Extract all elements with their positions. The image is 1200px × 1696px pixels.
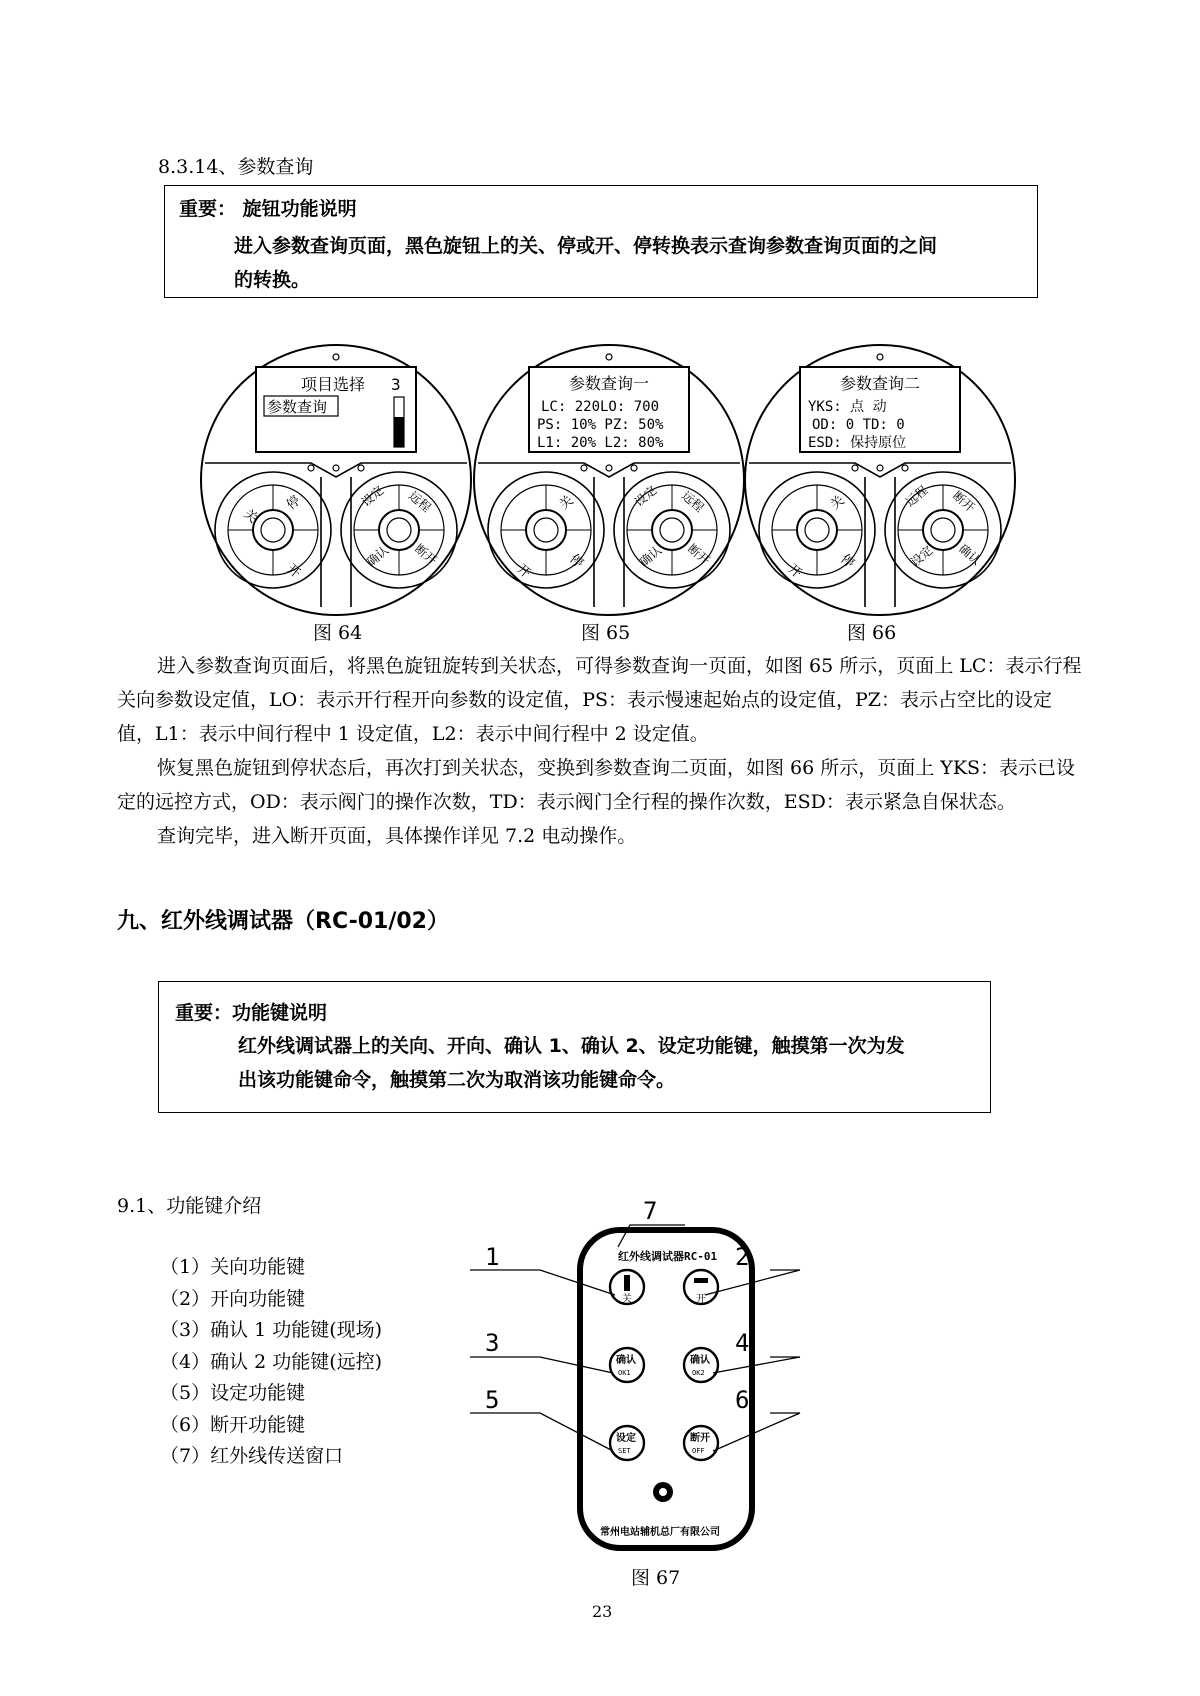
note-body-line2: 的转换。 — [234, 269, 311, 291]
btn-set-bottom: SET — [618, 1447, 631, 1455]
fig66-knob-stop: 停 — [837, 551, 858, 572]
btn-off-bottom: OFF — [692, 1447, 705, 1455]
note-box-keys — [158, 981, 991, 1113]
btn-off-top: 断开 — [690, 1433, 710, 1444]
fig66-row1: YKS: 点 动 — [808, 399, 887, 415]
fig65-knob-disconnect: 断开 — [685, 541, 713, 568]
paragraph-2: 恢复黑色旋钮到停状态后，再次打到关状态，变换到参数查询二页面，如图 66 所示，页面上 YKS：表示已设定的远控方式，OD：表示阀门的操作次数，TD：表示阀门全行程的操作次数，ESD：表示紧急自保状态。 — [117, 757, 1076, 813]
fig64-panel — [201, 345, 471, 615]
note-body-line1: 进入参数查询页面，黑色旋钮上的关、停或开、停转换表示查询参数查询页面的之间 — [234, 235, 938, 257]
callout-7: 7 — [643, 1197, 658, 1225]
fig65-title: 参数查询一 — [569, 374, 650, 393]
function-key-list — [160, 1252, 382, 1473]
fig64-page-num: 3 — [391, 375, 401, 394]
fig65-knob-close: 关 — [556, 493, 577, 514]
fig66-knob-confirm: 确认 — [956, 541, 984, 568]
remote-maker-label: 常州电站辅机总厂有限公司 — [600, 1527, 720, 1538]
paragraph-3: 查询完毕，进入断开页面，具体操作详见 7.2 电动操作。 — [157, 825, 637, 847]
fig64-title: 项目选择 — [301, 375, 366, 394]
fig66-row2: OD: 0 TD: 0 — [812, 417, 905, 433]
fig65-knob-remote: 远程 — [679, 488, 707, 515]
section-heading-8-3-14: 8.3.14、参数查询 — [158, 156, 314, 178]
fig66-caption: 图 66 — [847, 622, 897, 644]
btn-set-top: 设定 — [616, 1433, 636, 1444]
key-item-4: （4）确认 2 功能键(远控) — [160, 1350, 383, 1373]
btn-ok2-top: 确认 — [690, 1355, 710, 1366]
key-item-2: （2）开向功能键 — [160, 1287, 306, 1310]
fig64-knob-remote: 远程 — [406, 488, 434, 515]
fig64-knob-open: 开 — [283, 561, 304, 582]
note2-body-line2: 出该功能键命令，触摸第二次为取消该功能键命令。 — [238, 1069, 676, 1091]
key-item-7: （7）红外线传送窗口 — [160, 1445, 344, 1467]
fig66-panel — [745, 345, 1015, 615]
callout-3: 3 — [485, 1329, 500, 1357]
note-title: 重要： 旋钮功能说明 — [179, 198, 357, 220]
fig66-knob-set: 设定 — [907, 543, 936, 570]
section-heading-9: 九、红外线调试器（RC-01/02） — [117, 909, 449, 934]
fig66-knob-open: 开 — [784, 561, 805, 582]
fig65-panel — [474, 345, 744, 615]
fig66-row3: ESD: 保持原位 — [808, 435, 907, 451]
fig66-knob-disconnect: 断开 — [950, 488, 978, 515]
remote-model-label: 红外线调试器RC-01 — [618, 1250, 718, 1263]
fig66-knob-remote: 远程 — [902, 483, 931, 510]
paragraph-1: 进入参数查询页面后，将黑色旋钮旋转到关状态，可得参数查询一页面，如图 65 所示，页面上 LC：表示行程关向参数设定值，LO：表示开行程开向参数的设定值，PS：表示慢速起始点的设定值，PZ：表示占空比的设定值，L1：表示中间行程中 1 设定值，L2：表示中间行程中 2 设定值。 — [117, 655, 1082, 745]
fig64-knob-close: 关 — [240, 506, 261, 527]
page-number: 23 — [592, 1602, 613, 1621]
fig64-knob-disconnect: 断开 — [412, 541, 440, 568]
key-item-6: （6）断开功能键 — [160, 1413, 306, 1436]
fig64-item: 参数查询 — [267, 398, 328, 416]
fig64-knob-confirm: 确认 — [363, 543, 392, 570]
callout-2: 2 — [735, 1243, 750, 1271]
fig64-caption: 图 64 — [313, 622, 363, 644]
fig64-knob-set: 设定 — [358, 483, 387, 510]
key-item-1: （1）关向功能键 — [160, 1256, 306, 1278]
fig65-knob-stop: 停 — [566, 551, 587, 572]
fig65-caption: 图 65 — [581, 622, 631, 644]
section-heading-9-1: 9.1、功能键介绍 — [117, 1195, 262, 1217]
fig65-knob-set: 设定 — [631, 483, 660, 510]
btn-ok1-bottom: OK1 — [618, 1369, 631, 1377]
callout-6: 6 — [735, 1386, 750, 1414]
note2-body-line1: 红外线调试器上的关向、开向、确认 1、确认 2、设定功能键，触摸第一次为发 — [238, 1035, 905, 1057]
figures-64-66 — [0, 345, 1200, 615]
fig65-row2: PS: 10% PZ: 50% — [537, 417, 664, 433]
key-item-5: （5）设定功能键 — [160, 1382, 306, 1404]
body-paragraphs — [117, 649, 1083, 853]
fig64-knob-stop: 停 — [283, 493, 304, 514]
key-item-3: （3）确认 1 功能键(现场) — [160, 1319, 383, 1341]
callout-4: 4 — [735, 1329, 750, 1357]
btn-ok1-top: 确认 — [616, 1355, 636, 1366]
fig66-title: 参数查询二 — [840, 374, 921, 393]
btn-ok2-bottom: OK2 — [692, 1369, 705, 1377]
fig65-row3: L1: 20% L2: 80% — [537, 435, 664, 451]
callout-5: 5 — [485, 1386, 500, 1414]
btn-open-label: 开 — [696, 1294, 706, 1305]
fig65-knob-open: 开 — [513, 561, 534, 582]
fig66-knob-close: 关 — [827, 493, 848, 514]
note2-title: 重要：功能键说明 — [175, 1002, 328, 1024]
note-box-knob — [164, 185, 1038, 298]
fig65-knob-confirm: 确认 — [636, 543, 665, 570]
remote-figure — [485, 1165, 850, 1565]
fig67-caption: 图 67 — [631, 1567, 681, 1589]
fig65-row1: LC: 220LO: 700 — [541, 399, 660, 415]
btn-close-label: 关 — [622, 1294, 632, 1305]
callout-1: 1 — [485, 1243, 500, 1271]
